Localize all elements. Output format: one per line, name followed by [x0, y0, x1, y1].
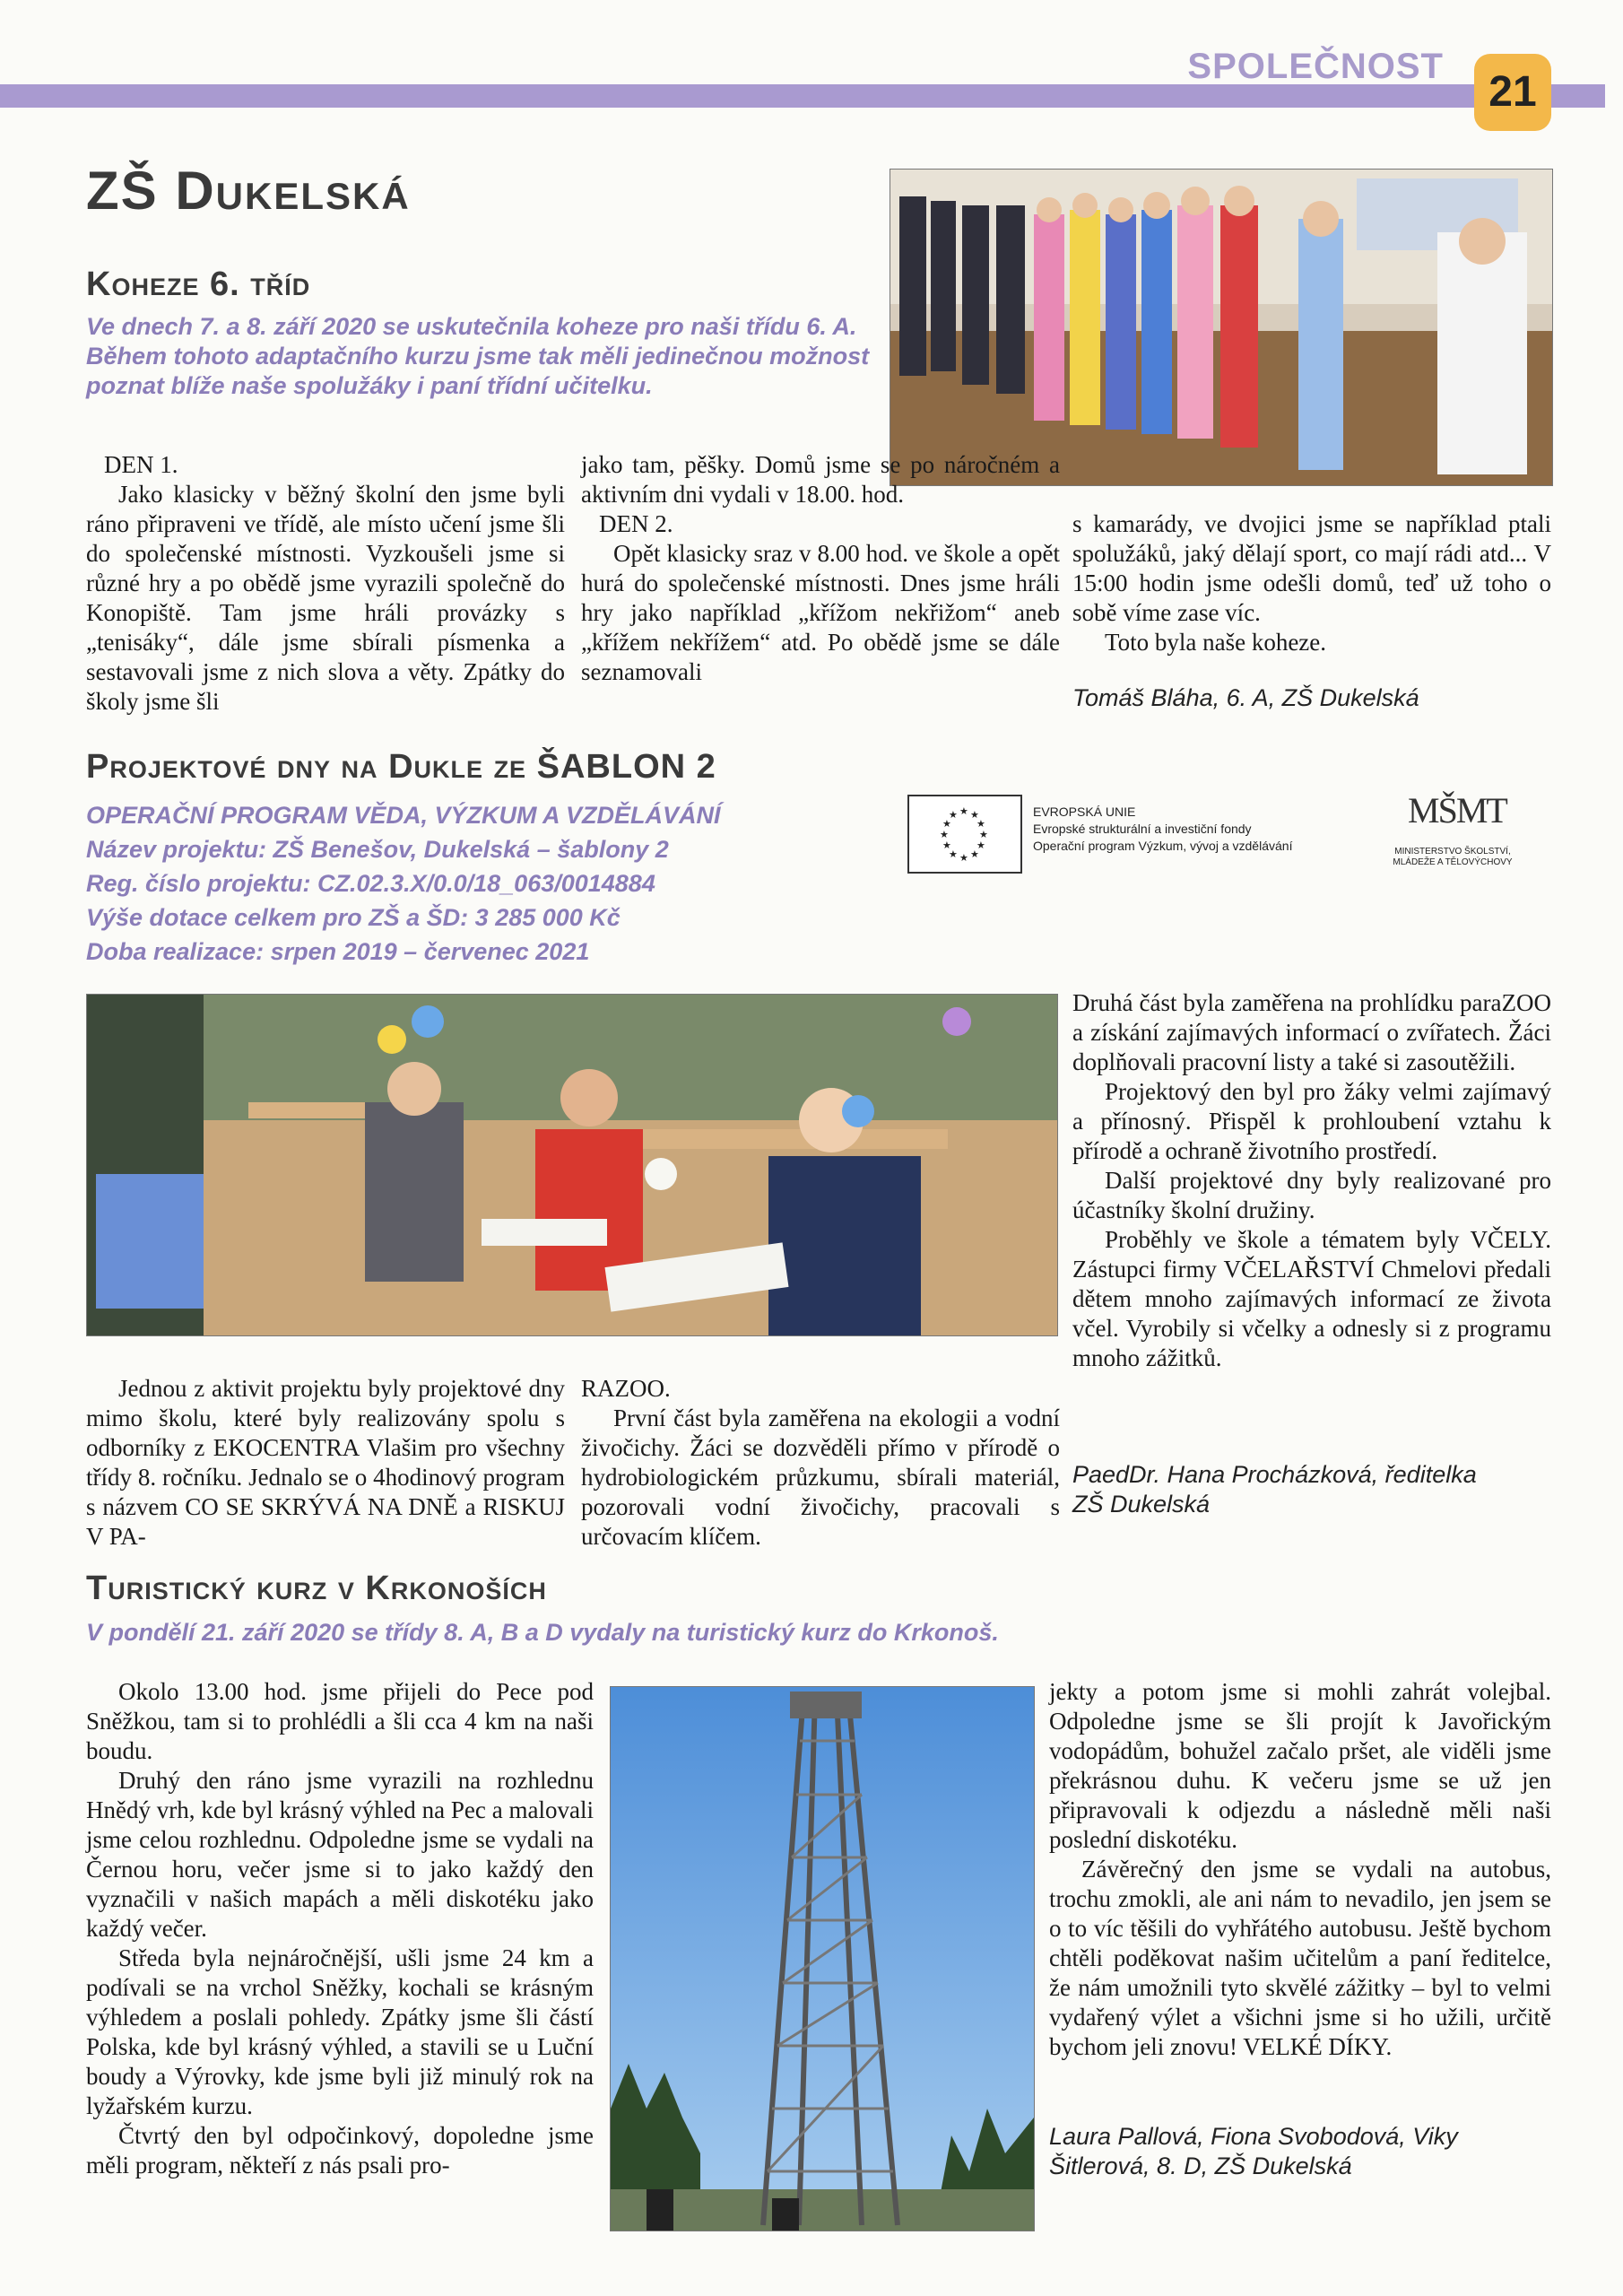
class-photo — [890, 169, 1553, 486]
paragraph: jako tam, pěšky. Domů jsme se po náročném a aktivním dni vydali v 18.00. hod. — [581, 451, 1060, 508]
subsidy-amount: Výše dotace celkem pro ZŠ a ŠD: 3 285 000 Kč — [86, 904, 621, 931]
article1-title: Koheze 6. tříd — [86, 265, 311, 303]
day1-heading: DEN 1. — [104, 451, 178, 478]
paragraph: RAZOO. — [581, 1375, 671, 1402]
svg-text:★: ★ — [959, 805, 968, 817]
paragraph: Okolo 13.00 hod. jsme přijeli do Pece pod Sněžkou, tam si to prohlédli a šli cca 4 km na naši boudu. — [86, 1678, 594, 1764]
article1-lead: Ve dnech 7. a 8. září 2020 se uskutečnila koheze pro naši třídu 6. A. Během tohoto adaptačního kurzu jsme tak měli jedinečnou možnost poznat blíže naše spolužáky i paní třídní učitelku. — [86, 313, 870, 399]
paragraph: Jako klasicky v běžný školní den jsme byli ráno připraveni ve třídě, ale místo učení jsme šli do společenské místnosti. Vyzkoušeli jsme si různé hry a po obědě jsme vyrazili společně do Konopiště. Tam jsme hráli provázky s „tenisáky“, dále jsme sbírali písmenka a sestavovali jsme z nich slova a věty. Zpátky do školy jsme šli — [86, 481, 565, 715]
eu-logo-text — [1033, 804, 1356, 855]
project-duration: Doba realizace: srpen 2019 – červenec 2021 — [86, 938, 590, 965]
registration-number: Reg. číslo projektu: CZ.02.3.X/0.0/18_063/0014884 — [86, 870, 655, 897]
day2-heading: DEN 2. — [599, 510, 673, 537]
eu-logo-line1: EVROPSKÁ UNIE — [1033, 804, 1136, 819]
article2-col1 — [86, 1374, 565, 1552]
signature-line1: Laura Pallová, Fiona Svobodová, Viky — [1049, 2123, 1458, 2150]
svg-text:★: ★ — [970, 848, 979, 860]
msmt-logo-mark: MŠMT — [1408, 790, 1506, 831]
article3-lead: V pondělí 21. září 2020 se třídy 8. A, B a D vydaly na turistický kurz do Krkonoš. — [86, 1619, 999, 1646]
paragraph: Druhý den ráno jsme vyrazili na rozhlednu Hnědý vrh, kde byl krásný výhled na Pec a malovali jsme celou rozhlednu. Odpoledne jsme se vydali na Černou horu, večer jsme si to jako každý den vyznačili v našich mapách a měli diskotéku jako každý večer. — [86, 1767, 594, 1942]
msmt-line2: MLÁDEŽE A TĚLOVÝCHOVY — [1393, 857, 1513, 867]
svg-text:★: ★ — [949, 809, 958, 821]
svg-text:★: ★ — [970, 809, 979, 821]
paragraph: jekty a potom jsme si mohli zahrát volejbal. Odpoledne jsme se šli projít k Javořickým vodopádům, bohužel začalo pršet, ale viděli jsme překrásnou duhu. K večeru jsme se už jen připravovali k odjezdu a následně měli naši poslední diskotéku. — [1049, 1678, 1551, 1853]
paragraph: Čtvrtý den byl odpočinkový, dopoledne jsme měli program, někteří z nás psali pro- — [86, 2122, 594, 2179]
paragraph: Proběhly ve škole a tématem byly VČELY. Zástupci firmy VČELAŘSTVÍ Chmelovi předali dětem mnoho zajímavých informací ze života včel. Vyrobily si včelky a odnesly si z programu mnoho zážitků. — [1072, 1226, 1551, 1371]
paragraph: Středa byla nejnáročnější, ušli jsme 24 km a podívali se na vrchol Sněžky, kochali se krásným výhledem a poslali pohledy. Zpátky jsme šli částí Polska, kde byl krásný výhled, a stavili se u Luční boudy a Výrovky, kde jsme byli již minulý rok na lyžařském kurzu. — [86, 1944, 594, 2119]
classroom-photo — [86, 994, 1058, 1336]
svg-text:★: ★ — [976, 839, 985, 851]
paragraph: Závěrečný den jsme se vydali na autobus, trochu zmokli, ale ani nám to nevadilo, jen jsem se o to víc těšili do vyhřátého autobusu. Ještě bychom chtěli poděkovat našim učitelům a paní ředitelce, že nám umožnili tyto skvělé zážitky – byl to velmi vydařený výlet a všichni jsme si ho užili, určitě bychom jeli znovu! VELKÉ DÍKY. — [1049, 1856, 1551, 2060]
signature-line2: Šitlerová, 8. D, ZŠ Dukelská — [1049, 2152, 1352, 2179]
eu-logo-line2: Evropské strukturální a investiční fondy — [1033, 822, 1252, 836]
article3-col1 — [86, 1677, 594, 2180]
svg-text:★: ★ — [976, 818, 985, 830]
signature-line1: PaedDr. Hana Procházková, ředitelka — [1072, 1461, 1477, 1488]
msmt-line1: MINISTERSTVO ŠKOLSTVÍ, — [1394, 847, 1511, 857]
article2-col3 — [1072, 988, 1551, 1373]
article1-signature: Tomáš Bláha, 6. A, ZŠ Dukelská — [1072, 684, 1419, 711]
program-name: OPERAČNÍ PROGRAM VĚDA, VÝZKUM A VZDĚLÁVÁNÍ — [86, 802, 721, 829]
paragraph: Toto byla naše koheze. — [1105, 629, 1327, 656]
paragraph: s kamarády, ve dvojici jsme se například ptali spolužáků, jaký dělají sport, co mají rádi atd... V 15:00 hodin jsme odešli domů, teď už toho o sobě víme zase víc. — [1072, 510, 1551, 626]
article2-signature — [1072, 1460, 1477, 1519]
svg-text:★: ★ — [942, 818, 951, 830]
paragraph: Druhá část byla zaměřena na prohlídku paraZOO a získání zajímavých informací o zvířatech. Žáci doplňovali pracovní listy a také si zasoutěžili. — [1072, 989, 1551, 1075]
article2-col2 — [581, 1374, 1060, 1552]
svg-text:★: ★ — [942, 839, 951, 851]
lookout-tower-photo — [610, 1686, 1035, 2231]
eu-flag-logo — [907, 795, 1022, 874]
svg-text:★: ★ — [959, 852, 968, 864]
svg-text:★: ★ — [949, 848, 958, 860]
project-name: Název projektu: ZŠ Benešov, Dukelská – šablony 2 — [86, 836, 669, 863]
msmt-logo-text — [1372, 847, 1533, 868]
article1-col3 — [1072, 509, 1551, 657]
article3-title: Turistický kurz v Krkonoších — [86, 1570, 547, 1607]
eu-logo-line3: Operační program Výzkum, vývoj a vzdělávání — [1033, 839, 1293, 853]
paragraph: Další projektové dny byly realizované pro účastníky školní družiny. — [1072, 1167, 1551, 1223]
svg-text:★: ★ — [940, 829, 949, 840]
article1-col1 — [86, 450, 565, 717]
section-label: SPOLEČNOST — [1187, 47, 1444, 86]
article3-signature — [1049, 2122, 1458, 2181]
signature-line2: ZŠ Dukelská — [1072, 1491, 1211, 1518]
paragraph: Projektový den byl pro žáky velmi zajímavý a přínosný. Přispěl k prohloubení vztahu k přírodě a ochraně životního prostředí. — [1072, 1078, 1551, 1164]
header-bar — [0, 84, 1605, 108]
page-number: 21 — [1474, 54, 1551, 131]
paragraph: Opět klasicky sraz v 8.00 hod. ve škole a opět hurá do společenské místnosti. Dnes jsme hráli hry jako například „křížom nekřižom“ aneb „křížem nekřížem“ atd. Po obědě jsme se dále seznamovali — [581, 540, 1060, 685]
project-info — [86, 798, 893, 969]
paragraph: Jednou z aktivit projektu byly projektové dny mimo školu, které byly realizovány spolu s odborníky z EKOCENTRA Vlašim pro všechny třídy 8. ročníku. Jednalo se o 4hodinový program s názvem CO SE SKRÝVÁ NA DNĚ a RISKUJ V PA- — [86, 1375, 565, 1550]
paragraph: První část byla zaměřena na ekologii a vodní živočichy. Žáci se dozvěděli přímo v přírodě o hydrobiologickém průzkumu, sbírali materiál, pozorovali vodní živočichy, pracovali s určovacím klíčem. — [581, 1405, 1060, 1550]
article2-title: Projektové dny na Dukle ze ŠABLON 2 — [86, 748, 716, 786]
article1-col2 — [581, 450, 1060, 687]
article3-col3 — [1049, 1677, 1551, 2062]
svg-text:★: ★ — [979, 829, 988, 840]
page-title: ZŠ Dukelská — [86, 161, 411, 221]
